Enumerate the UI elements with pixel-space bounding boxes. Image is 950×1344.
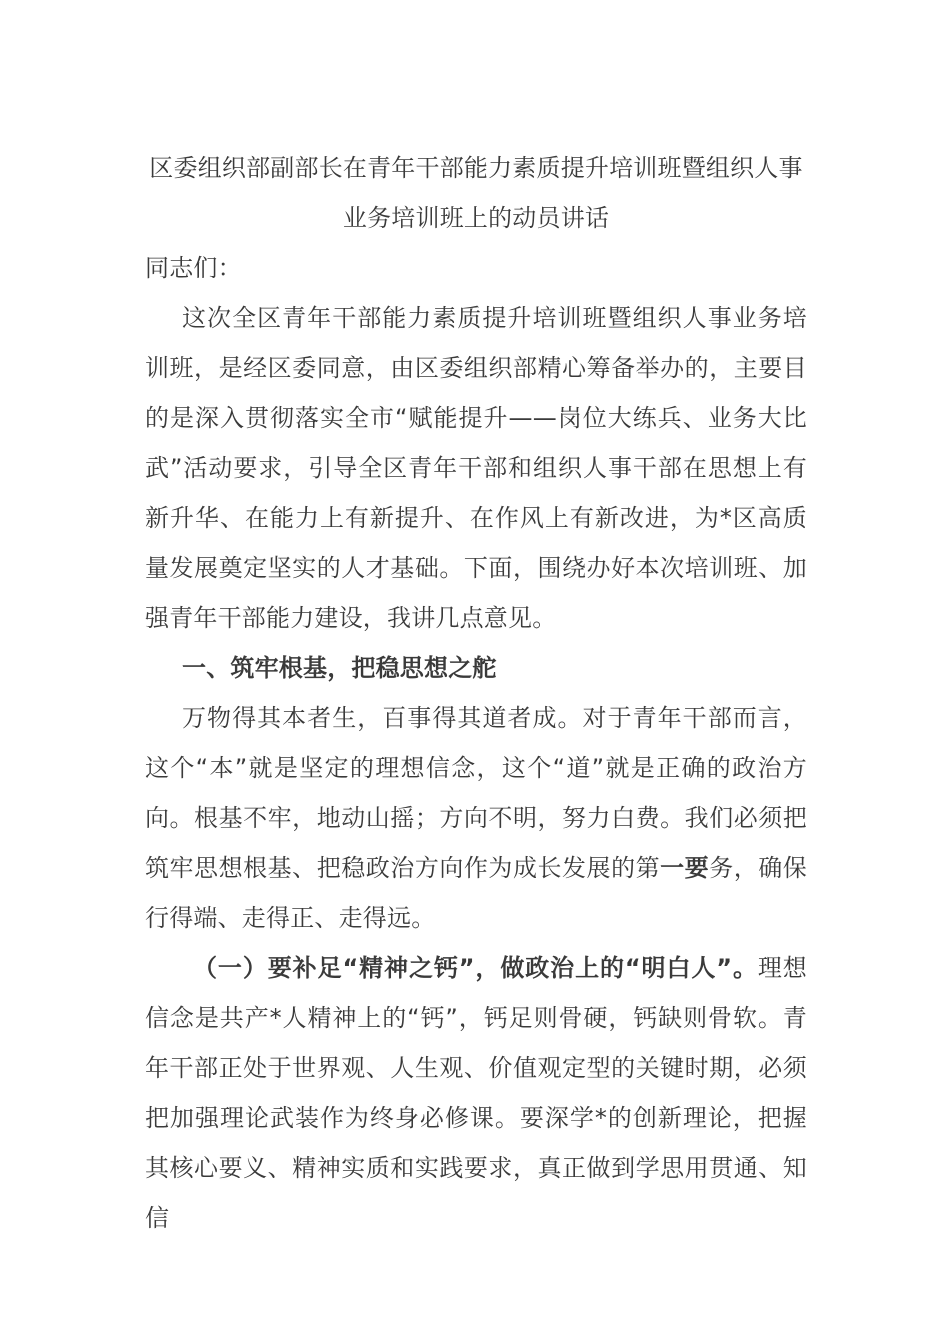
bold-text: 一要 — [660, 854, 710, 882]
paragraph-section1 — [145, 693, 807, 943]
document-title — [145, 143, 807, 243]
paragraph-text: 万物得其本者生，百事得其道者成。对于青年干部而言，这个“本”就是坚定的理想信念，这个“道”就是正确的政治方向。根基不牢，地动山摇；方向不明，努力白费。我们必须把筑牢思想根基、把稳政治方向作为成长发展的第 — [145, 704, 807, 882]
salutation: 同志们： — [145, 254, 242, 282]
paragraph-intro: 这次全区青年干部能力素质提升培训班暨组织人事业务培训班，是经区委同意，由区委组织部精心筹备举办的，主要目的是深入贯彻落实全市“赋能提升——岗位大练兵、业务大比武”活动要求，引导全区青年干部和组织人事干部在思想上有新升华、在能力上有新提升、在作风上有新改进，为*区高质量发展奠定坚实的人才基础。下面，围绕办好本次培训班、加强青年干部能力建设，我讲几点意见。 — [145, 304, 807, 632]
title-line-2: 业务培训班上的动员讲话 — [342, 204, 610, 232]
title-line-1: 区委组织部副部长在青年干部能力素质提升培训班暨组织人事 — [149, 154, 803, 182]
paragraph-text: 理想信念是共产*人精神上的“钙”，钙足则骨硬，钙缺则骨软。青年干部正处于世界观、人生观、价值观定型的关键时期，必须把加强理论武装作为终身必修课。要深学*的创新理论，把握其核心要义、精神实质和实践要求，真正做到学思用贯通、知信 — [145, 954, 807, 1232]
paragraph-subsection1 — [145, 943, 807, 1243]
section-heading-1: 一、筑牢根基，把稳思想之舵 — [182, 654, 497, 682]
subsection-heading-1: （一）要补足“精神之钙”，做政治上的“明白人”。 — [193, 954, 758, 982]
paragraph-text: 务，确保行得端、走得正、走得远。 — [145, 854, 807, 932]
document-page — [145, 143, 807, 1243]
